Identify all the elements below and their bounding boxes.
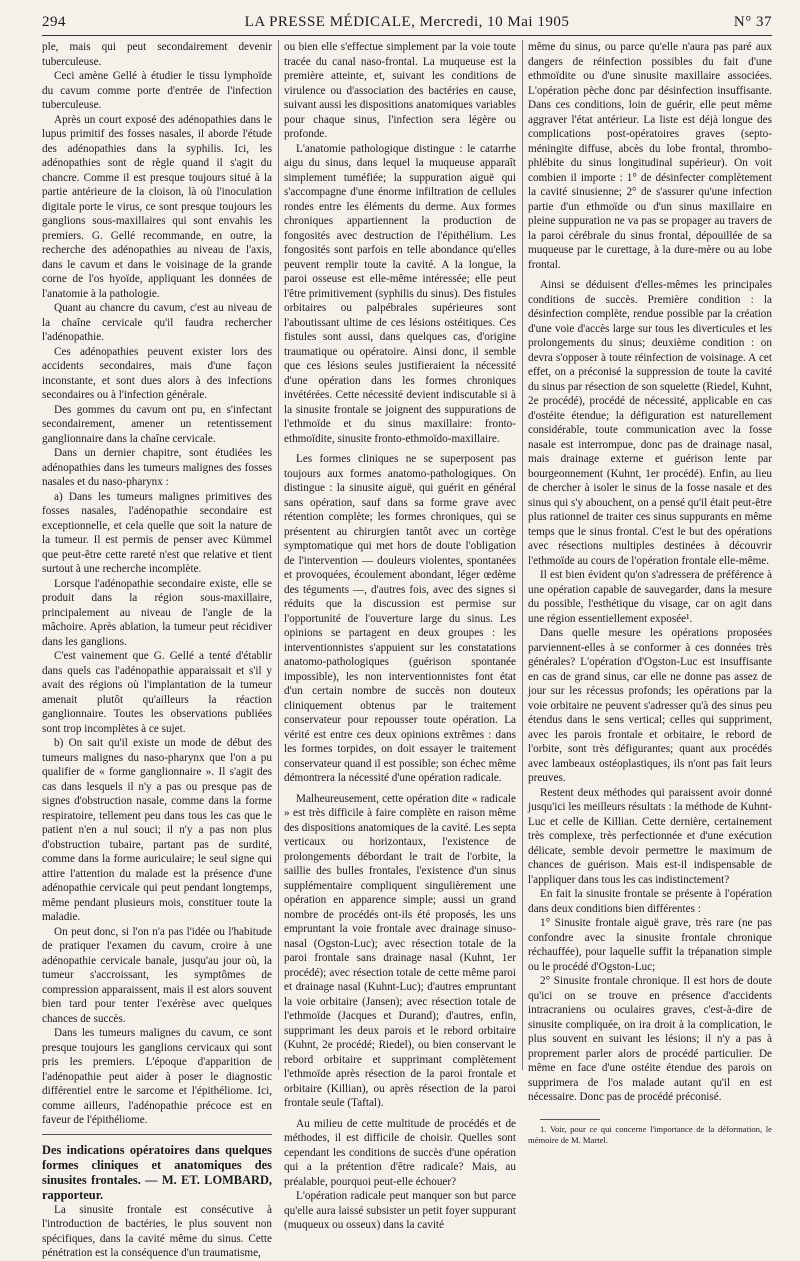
column-rule [278,40,279,1070]
paragraph: Des gommes du cavum ont pu, en s'infectant secondairement, amener un retentissement ganglionnaire dans la chaîne cervicale. [42,403,272,445]
paragraph: Ainsi se déduisent d'elles-mêmes les principales conditions de succès. Première condition : la désinfection complète, rendue possible par la création d'une voie d'accès large sur tous les diverticules et les prolongements du sinus; deuxième condition : on devra s'opposer à toute réinfection de voisinage. A cet effet, on a préconisé la suppression de toute la cavité du sinus par résection de son squelette (Riedel, Kuhnt, 2e procédé), procédé de nécessité, applicable en cas d'ostéite étendue; la défiguration est naturellement considérable, toute communication avec la fosse nasale est interrompue, donc pas de drainage nasal, mais drainage externe et guérison lente par bourgeonnement (Kuhnt, 1er procédé). Enfin, au lieu de chercher à isoler le sinus de la fosse nasale et des sinus qui s'y abouchent, on a pensé qu'il était peut-être plus rationnel de traiter ces sinus suppurants en même temps que le sinus frontal. C'est le but des opérations avec résections multiples destinées à découvrir l'ethmoïde au cours de l'opération frontale elle-même. [528,279,772,567]
header-rule [42,35,772,36]
issue-number: N° 37 [733,14,772,30]
column-left [42,40,272,1259]
paragraph: L'opération radicale peut manquer son but parce qu'elle aura laissé subsister un petit foyer suppurant (muqueux ou osseux) dans la cavité [284,1190,516,1231]
paragraph: a) Dans les tumeurs malignes primitives des fosses nasales, l'adénopathie secondaire est exceptionnelle, et cela quelle que soit la nature de la tumeur. Il est permis de penser avec Kümmel que peut-être cette rareté n'est que relative et tient surtout à une recherche incomplète. [42,490,272,575]
paragraph: même du sinus, ou parce qu'elle n'aura pas paré aux dangers de réinfection possibles du fait d'une ethmoïdite ou d'une sinusite maxillaire associées. L'opération pèche donc par désinfection insuffisante. Dans ces conditions, loin de guérir, elle peut même aggraver l'état antérieur. La liste est déjà longue des complications post-opératoires graves (septo-méningite diffuse, abcès du lobe frontal, thrombo-phlébite du sinus longitudinal supérieur). On voit combien il importe : 1° de désinfecter complètement la cavité sinusienne; 2° de s'assurer qu'une infection partie d'un ethmoïde ou d'un sinus maxillaire en pleine suppuration ne va pas se propager au travers de la paroi cérébrale du sinus frontal, dépouillée de sa muqueuse par le curettage, à la dure-mère ou au lobe frontal. [528,41,772,271]
paragraph: Quant au chancre du cavum, c'est au niveau de la chaîne cervicale qu'il faudra rechercher l'adénopathie. [42,302,272,343]
section-title: Des indications opératoires dans quelques formes cliniques et anatomiques des sinusites frontales. — M. ET. LOMBARD, rapporteur. [42,1142,272,1202]
paragraph: b) On sait qu'il existe un mode de début des tumeurs malignes du naso-pharynx que l'on a pu qualifier de « forme ganglionnaire ». Il s'agit des cas dans lesquels il n'y a pas ou presque pas de signes d'obstruction nasale, comme dans la forme respiratoire, tellement peu dans tous les cas que le patient n'en a nul souci; il n'y a pas non plus d'obstruction tubaire, partant pas de surdité, comme dans la forme auriculaire; le seul signe qui attire l'attention du malade est la présence d'une adénopathie cervicale qui peut pendant longtemps, même pendant plusieurs mois, constituer toute la maladie. [42,737,272,923]
paragraph: En fait la sinusite frontale se présente à l'opération dans deux conditions bien différentes : [528,888,772,915]
paragraph: Lorsque l'adénopathie secondaire existe, elle se produit dans la région sous-maxillaire, principalement au niveau de l'angle de la mâchoire. Après ablation, la tumeur peut récidiver dans les ganglions. [42,577,272,648]
running-header [42,12,772,32]
paragraph: 2° Sinusite frontale chronique. Il est hors de doute qu'ici on se trouve en présence d'accidents intracraniens ou oculaires graves, c'est-à-dire de sinusite compliquée, on ira droit à la complication, le plus souvent en suivant les lésions; il n'y a pas à proprement parler alors de procédé particulier. De même en face d'une ostéite étendue des parois on supprimera de l'os malade autant qu'il en est nécessaire. Donc pas de procédé préconisé. [528,975,772,1103]
paragraph: Au milieu de cette multitude de procédés et de méthodes, il est difficile de choisir. Quelles sont cependant les conditions de succès d'une opération qui a la prétention d'être radicale? Mais, au préalable, pourquoi peut-elle échouer? [284,1117,516,1188]
paragraph: Ces adénopathies peuvent exister lors des accidents secondaires, mais d'une façon inconstante, et sont dues alors à des infections secondaires ou à l'infection générale. [42,345,272,401]
paragraph: 1° Sinusite frontale aiguë grave, très rare (ne pas confondre avec la sinusite frontale chronique réchauffée), pour laquelle suffit la trépanation simple ou le procédé d'Ogston-Luc; [528,917,772,973]
paragraph: On peut donc, si l'on n'a pas l'idée ou l'habitude de pratiquer l'examen du cavum, croire à une adénopathie cervicale banale, jusqu'au jour où, la tumeur s'accroissant, les symptômes de compression apparaissent, mais il est alors souvent bien tard pour tenter l'exérèse avec quelques chances de succès. [42,925,272,1025]
column-middle [284,40,516,1231]
page-number: 294 [42,14,66,30]
paragraph: L'anatomie pathologique distingue : le catarrhe aigu du sinus, dans lequel la muqueuse apparaît simplement tuméfiée; la suppuration aiguë qui s'accompagne d'une énorme infiltration de cellules rondes entre les éléments du derme. Aux formes chroniques appartiennent la production de fongosités avec destruction de l'épithélium. Les fongosités sont parfois en telle abondance qu'elles peuvent remplir toute la cavité. A la longue, la paroi osseuse est elle-même intéressée; elle peut l'être primitivement (syphilis du sinus). Des fistules orbitaires ou palpébrales supérieures sont l'aboutissant ultime de ces lésions ostéitiques. Ces fistules sont aussi, dans quelques cas, d'origine traumatique ou opératoire. Ainsi donc, il semble que ces lésions seules justifieraient la nécessité d'une opération dans les formes chroniques invétérées. Cette nécessité devient indiscutable si à la sinusite frontale se joignent des suppurations de l'ethmoïde et du sinus maxillaire: fronto-ethmoïdite, sinusite fronto-ethmoïdo-maxillaire. [284,142,516,445]
footnote: 1. Voir, pour ce qui concerne l'importance de la déformation, le mémoire de M. Martel. [528,1123,772,1145]
paragraph: ple, mais qui peut secondairement devenir tuberculeuse. [42,41,272,68]
footnote-rule [540,1119,600,1120]
column-rule [522,40,523,1070]
paragraph: Il est bien évident qu'on s'adressera de préférence à une opération capable de sauvegarder, dans la mesure du possible, l'esthétique du visage, car on agit dans une région essentiellement exposée¹. [528,569,772,625]
paragraph: C'est vainement que G. Gellé a tenté d'établir dans quels cas l'adénopathie apparaissait et s'il y avait des régions où l'implantation de la tumeur amenait plutôt qu'ailleurs la réaction ganglionnaire. Toutes les observations publiées sont trop incomplètes à ce sujet. [42,650,272,735]
paragraph: Restent deux méthodes qui paraissent avoir donné jusqu'ici les meilleurs résultats : la méthode de Kuhnt-Luc et celle de Killian. Cette dernière, certainement très complexe, très perfectionnée et d'une exécution délicate, semble devoir permettre le maximum de chances de guérison. Mais est-il indispensable de l'appliquer dans tous les cas indistinctement? [528,786,772,886]
paragraph: Ceci amène Gellé à étudier le tissu lymphoïde du cavum comme porte d'entrée de l'infection tuberculeuse. [42,70,272,111]
paragraph: La sinusite frontale est consécutive à l'introduction de bactéries, le plus souvent non spécifiques, dans la cavité même du sinus. Cette pénétration est la conséquence d'un traumatisme, [42,1203,272,1259]
paragraph: Dans quelle mesure les opérations proposées parviennent-elles à se conformer à ces données très générales? L'opération d'Ogston-Luc est insuffisante en cas de grand sinus, car elle ne donne pas assez de jour sur les récessus profonds; les opérations par la voie orbitaire ne peuvent s'adresser qu'à des sinus peu étendus dans le sens vertical; celles qui suppriment, avec les parois frontale et orbitaire, le rebord de l'orbite, sont très défigurantes; quant aux procédés avec lambeaux ostéoplastiques, ils n'ont pas fait leurs preuves. [528,627,772,784]
paragraph: Dans les tumeurs malignes du cavum, ce sont presque toujours les ganglions cervicaux qui sont pris les premiers. L'époque d'apparition de l'adénopathie peut aider à poser le diagnostic différentiel entre le sarcome et l'épithéliome. Ici, comme ailleurs, l'adénopathie précoce est en faveur de l'épithéliome. [42,1027,272,1126]
section-divider [42,1134,272,1135]
column-right [528,40,772,1145]
paragraph: Les formes cliniques ne se superposent pas toujours aux formes anatomo-pathologiques. On distingue : la sinusite aiguë, qui guérit en général sans opération, sauf dans sa forme grave avec rétention complète; les formes chroniques, qui se présentent au chirurgien tantôt avec un cortège symptomatique qui met hors de doute l'obligation de l'intervention — douleurs violentes, spontanées et provoquées, écoulement abondant, léger œdème des téguments —, d'autres fois, avec des signes si réduits que la discussion est permise sur l'opportunité de l'ouverture large du sinus. Les opinions se partagent en deux groupes : les interventionnistes s'appuient sur les constatations anatomo-pathologiques (guérison spontanée impossible), les non interventionnistes font état d'un certain nombre de succès non douteux cliniquement obtenus par le traitement conservateur pour repousser toute opération. La vérité est entre ces deux opinions extrêmes : dans les formes torpides, on doit essayer le traitement conservateur quand il est possible; son échec même démontrera la nécessité d'une opération radicale. [284,453,516,784]
paragraph: Dans un dernier chapitre, sont étudiées les adénopathies dans les tumeurs malignes des fosses nasales et du naso-pharynx : [42,447,272,488]
paragraph: Après un court exposé des adénopathies dans le lupus primitif des fosses nasales, il aborde l'étude des adénopathies dans la syphilis. Ici, les adénopathies sont de règle quand il s'agit du chancre. Comme il est presque toujours situé à la partie antérieure de la cloison, là où l'inoculation digitale porte le virus, ce sont presque toujours les ganglions sous-maxillaires qui sont envahis les premiers. G. Gellé recommande, en outre, la recherche des adénopathies au niveau de l'axis, dans le cavum et dans le voisinage de la grande corne de l'os hyoïde, appliquant les données de l'anatomie à la pathologie. [42,113,272,300]
paragraph: Malheureusement, cette opération dite « radicale » est très difficile à faire complète en raison même des dispositions anatomiques de la cavité. Les septa verticaux ou horizontaux, l'existence de prolongements débordant le trait de l'orbite, la saillie des bulles frontales, l'existence d'un sinus supplémentaire compliquent singulièrement une opération en apparence simple; aussi un grand nombre de procédés ont-ils été proposés, les uns empruntant la voie frontale avec drainage sinuso-nasal (Ogston-Luc); avec résection totale de la paroi frontale sans drainage nasal (Kuhnt, 1er procédé); avec résection totale de cette même paroi et drainage nasal (Kuhnt-Luc); d'autres empruntant la voie orbitaire (Jansen); avec résection totale de l'ethmoïde (Jacques et Durand); d'autres, enfin, supprimant les deux parois et le rebord orbitaire (Kuhnt, 2e procédé; Riedel), ou bien conservant le rebord orbitaire et supprimant complètement l'ethmoïde après résection de la paroi frontale et orbitaire (Killian), ou après résection de la paroi frontale seule (Taftal). [284,792,516,1109]
journal-title: LA PRESSE MÉDICALE, Mercredi, 10 Mai 1905 [244,14,570,30]
paragraph: ou bien elle s'effectue simplement par la voie toute tracée du canal naso-frontal. La muqueuse est la première atteinte, et, suivant les conditions de virulence ou d'association des bactéries en cause, suivant aussi les dispositions anatomiques variables pour chaque sinus, l'infection sera légère ou profonde. [284,41,516,140]
